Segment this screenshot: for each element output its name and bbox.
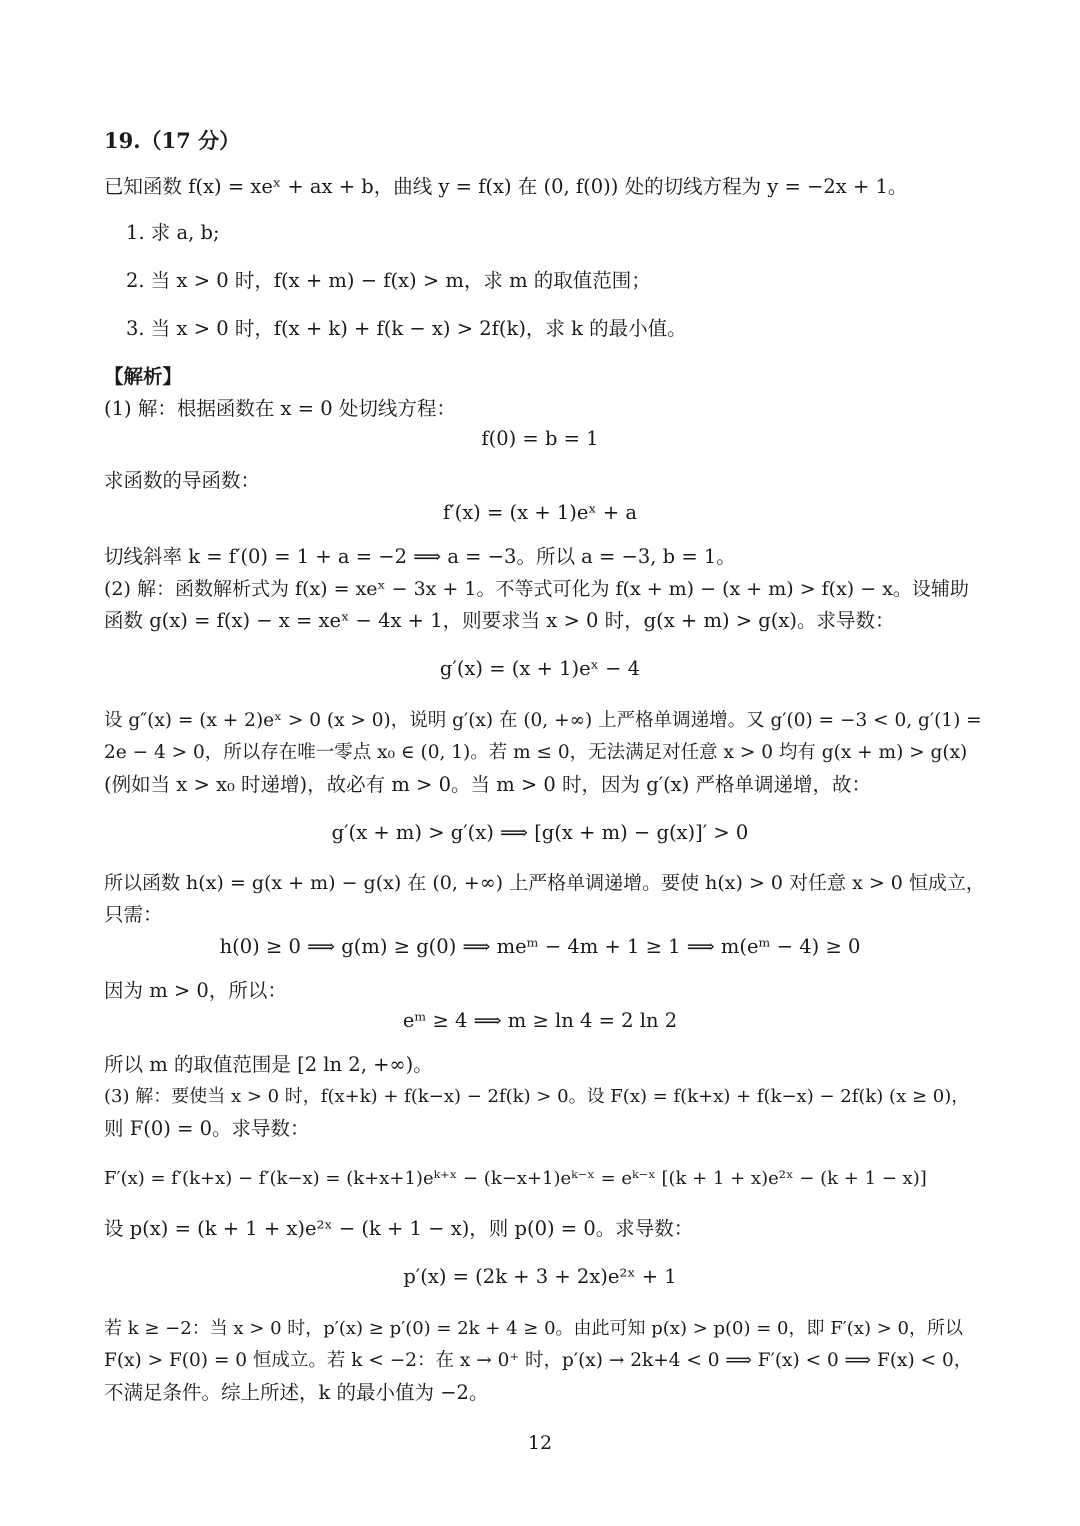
- problem-statement: 已知函数 f(x) = xeˣ + ax + b，曲线 y = f(x) 在 (0, f(0)) 处的切线方程为 y = −2x + 1。: [104, 175, 908, 198]
- solution-line: 所以 m 的取值范围是 [2 ln 2, +∞)。: [104, 1053, 433, 1076]
- solution-equation: F′(x) = f′(k+x) − f′(k−x) = (k+x+1)eᵏ⁺ˣ − (k−x+1)eᵏ⁻ˣ = eᵏ⁻ˣ [(k + 1 + x)e²ˣ − (k + 1 − x)]: [104, 1168, 927, 1189]
- solution-line: (2) 解：函数解析式为 f(x) = xeˣ − 3x + 1。不等式可化为 f(x + m) − (x + m) > f(x) − x。设辅助: [104, 578, 969, 600]
- solution-line: 若 k ≥ −2：当 x > 0 时，p′(x) ≥ p′(0) = 2k + 4 ≥ 0。由此可知 p(x) > p(0) = 0，即 F′(x) > 0，所以: [104, 1318, 963, 1339]
- solution-equation: eᵐ ≥ 4 ⟹ m ≥ ln 4 = 2 ln 2: [402, 1009, 678, 1032]
- solution-line: 求函数的导函数：: [104, 469, 261, 492]
- problem-number: 19.（17 分）: [104, 128, 241, 153]
- solution-equation: f(0) = b = 1: [481, 427, 599, 450]
- solution-line: 则 F(0) = 0。求导数：: [104, 1117, 310, 1140]
- solution-line: 设 g″(x) = (x + 2)eˣ > 0 (x > 0)，说明 g′(x) 在 (0, +∞) 上严格单调递增。又 g′(0) = −3 < 0, g′(1) =: [104, 710, 982, 731]
- solution-line: 因为 m > 0，所以：: [104, 979, 287, 1002]
- solution-line: 函数 g(x) = f(x) − x = xeˣ − 4x + 1，则要求当 x > 0 时，g(x + m) > g(x)。求导数：: [104, 609, 895, 632]
- solution-line: 不满足条件。综上所述，k 的最小值为 −2。: [104, 1381, 489, 1404]
- solution-line: (例如当 x > x₀ 时递增)，故必有 m > 0。当 m > 0 时，因为 g′(x) 严格单调递增，故：: [104, 773, 872, 796]
- solution-equation: g′(x) = (x + 1)eˣ − 4: [439, 657, 641, 680]
- problem-part-3: 3. 当 x > 0 时，f(x + k) + f(k − x) > 2f(k)，求 k 的最小值。: [126, 317, 687, 340]
- solution-line: 设 p(x) = (k + 1 + x)e²ˣ − (k + 1 − x)，则 p(0) = 0。求导数：: [104, 1217, 694, 1240]
- solution-line: 所以函数 h(x) = g(x + m) − g(x) 在 (0, +∞) 上严格单调递增。要使 h(x) > 0 对任意 x > 0 恒成立，: [104, 872, 985, 894]
- problem-part-2: 2. 当 x > 0 时，f(x + m) − f(x) > m，求 m 的取值范围；: [126, 269, 651, 292]
- solution-line: F(x) > F(0) = 0 恒成立。若 k < −2：在 x → 0⁺ 时，p′(x) → 2k+4 < 0 ⟹ F′(x) < 0 ⟹ F(x) < 0，: [104, 1350, 973, 1371]
- solution-equation: f′(x) = (x + 1)eˣ + a: [442, 501, 638, 524]
- solution-heading: 【解析】: [104, 365, 183, 388]
- page-number: 12: [527, 1432, 553, 1454]
- problem-part-1: 1. 求 a, b;: [126, 221, 220, 244]
- solution-line: (1) 解：根据函数在 x = 0 处切线方程：: [104, 397, 456, 420]
- solution-equation: p′(x) = (2k + 3 + 2x)e²ˣ + 1: [403, 1265, 677, 1288]
- solution-line: 只需：: [104, 903, 163, 926]
- solution-equation: h(0) ≥ 0 ⟹ g(m) ≥ g(0) ⟹ meᵐ − 4m + 1 ≥ 1 ⟹ m(eᵐ − 4) ≥ 0: [219, 935, 861, 958]
- solution-line: (3) 解：要使当 x > 0 时，f(x+k) + f(k−x) − 2f(k) > 0。设 F(x) = f(k+x) + f(k−x) − 2f(k) (x ≥ 0)，: [104, 1086, 970, 1107]
- solution-equation: g′(x + m) > g′(x) ⟹ [g(x + m) − g(x)]′ > 0: [331, 821, 749, 844]
- solution-line: 2e − 4 > 0，所以存在唯一零点 x₀ ∈ (0, 1)。若 m ≤ 0，无法满足对任意 x > 0 均有 g(x + m) > g(x): [104, 742, 968, 763]
- solution-line: 切线斜率 k = f′(0) = 1 + a = −2 ⟹ a = −3。所以 a = −3, b = 1。: [104, 545, 736, 568]
